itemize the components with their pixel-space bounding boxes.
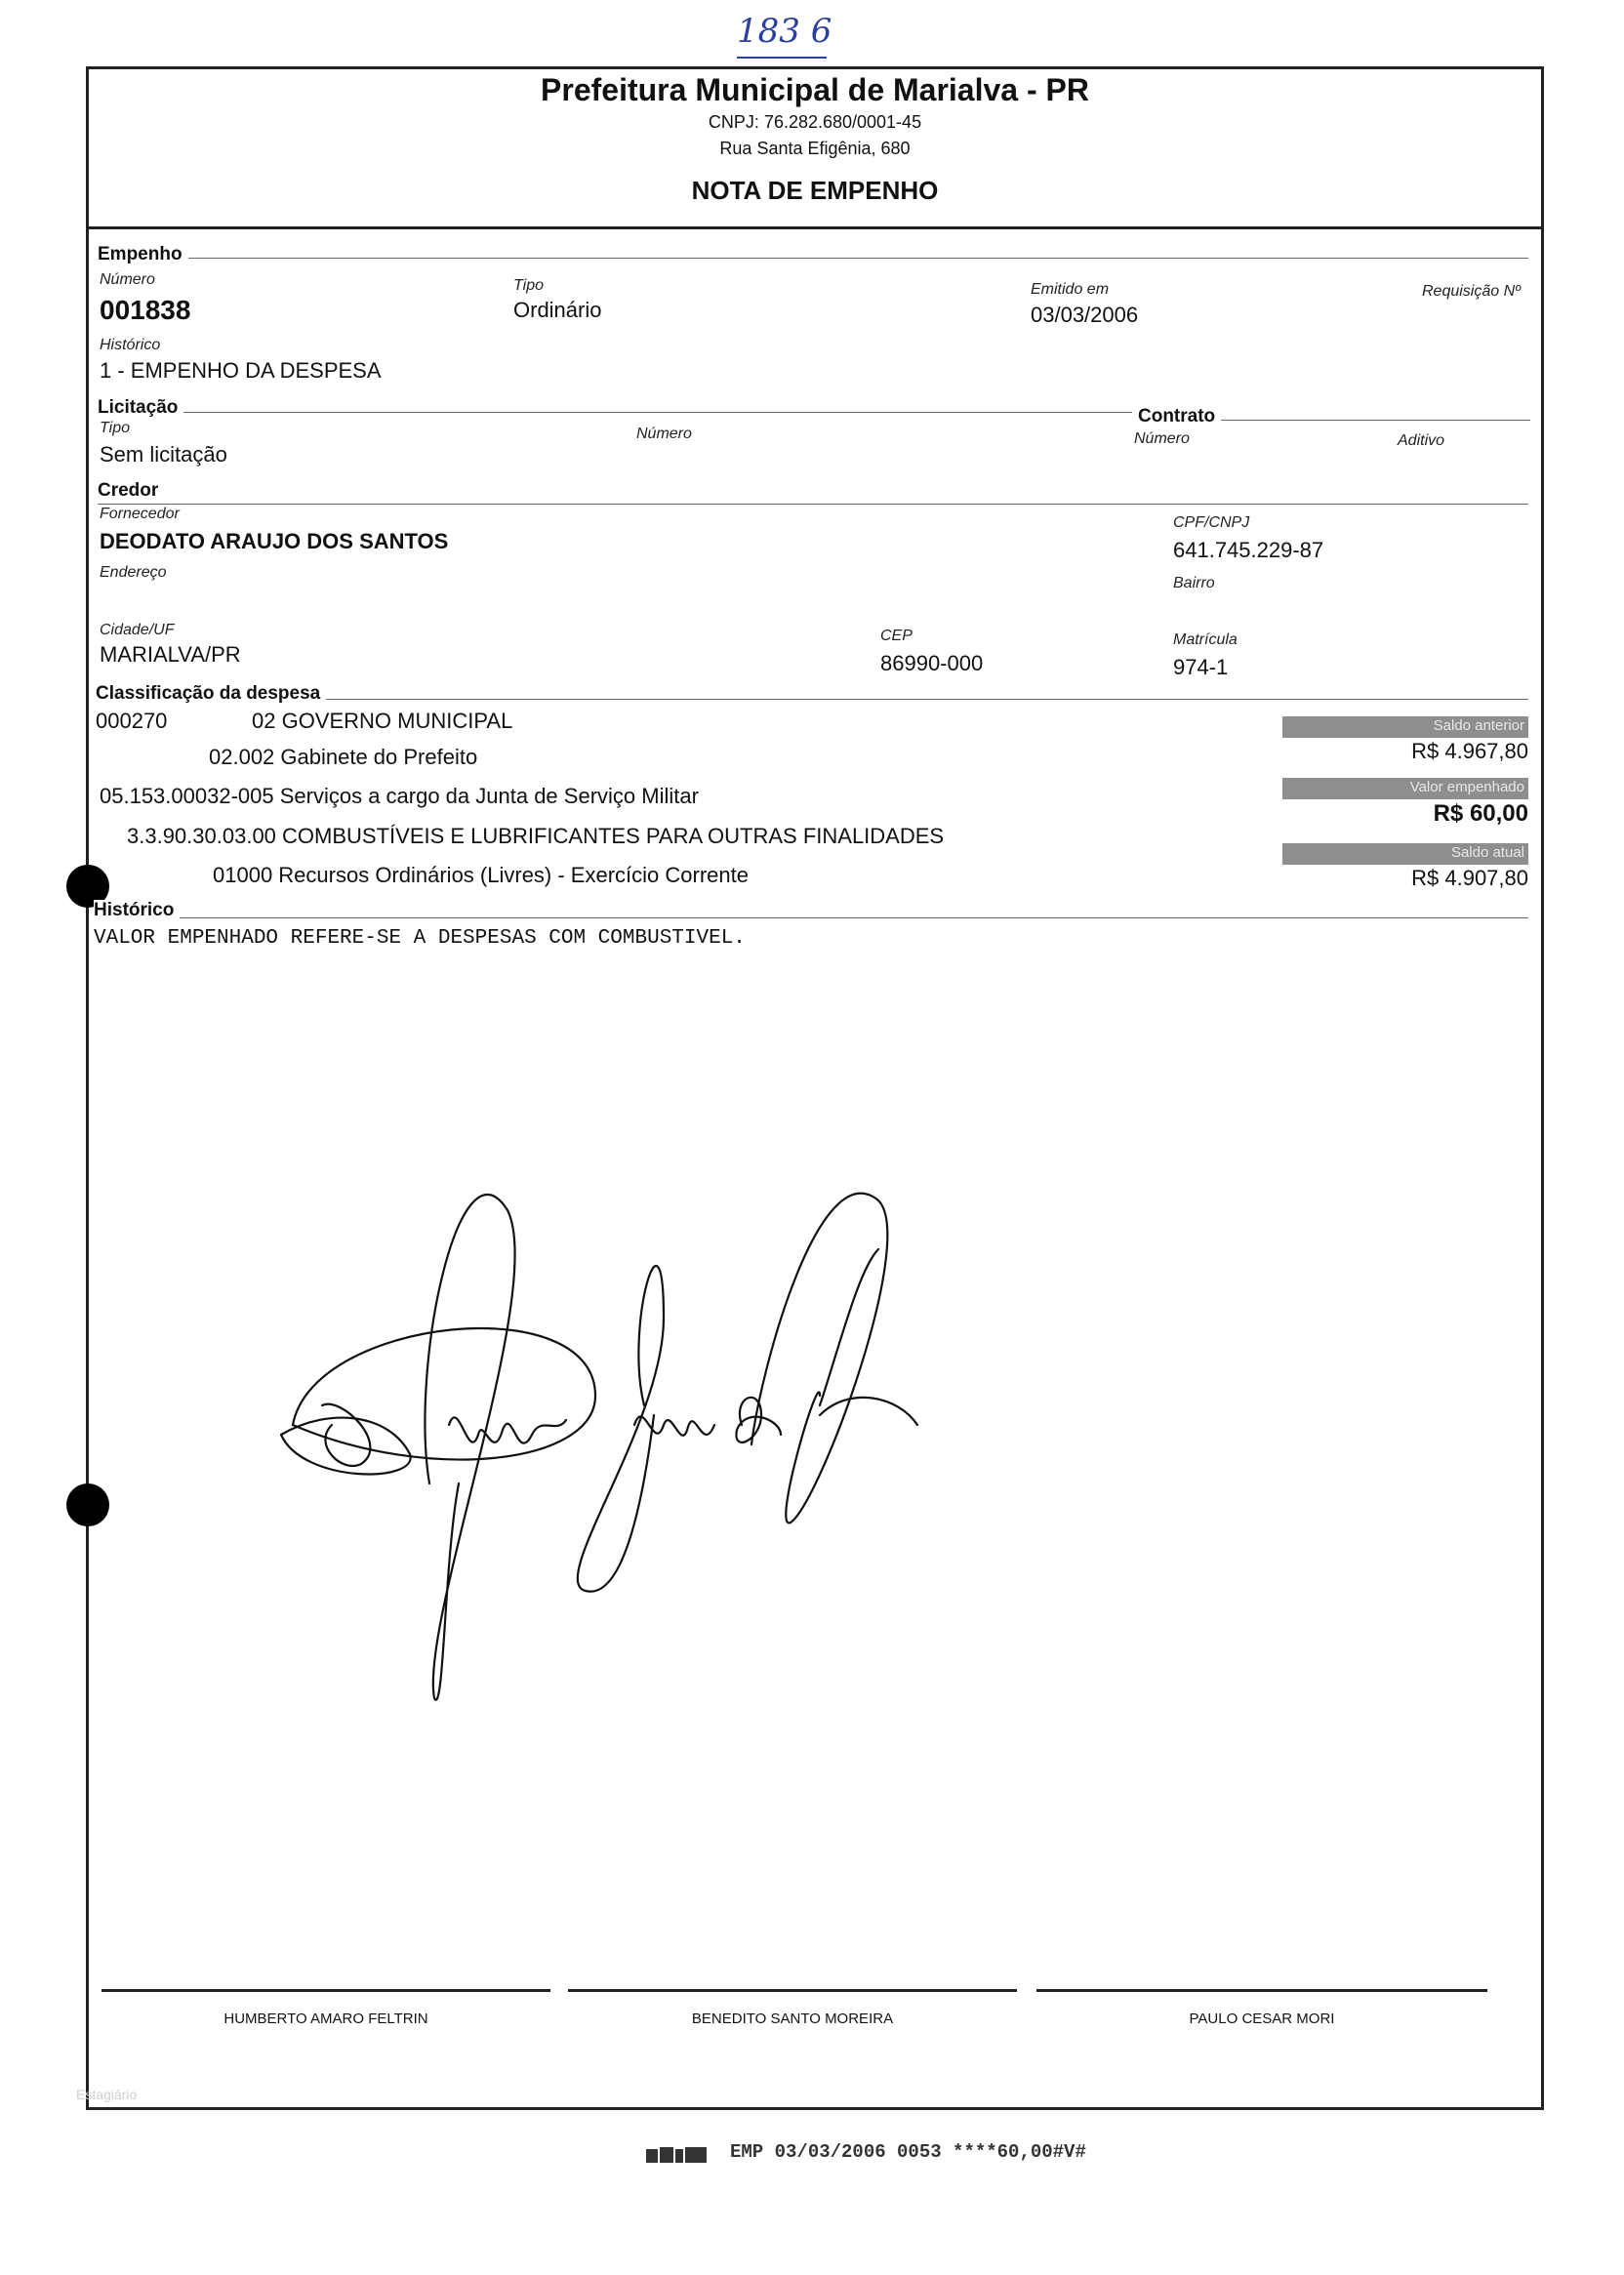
emitido-label: Emitido em <box>1031 281 1110 298</box>
handwritten-signature <box>273 1171 956 1718</box>
empenho-historico: 1 - EMPENHO DA DESPESA <box>100 358 382 383</box>
class-line-code: 000270 <box>96 709 168 733</box>
signature-line-1 <box>102 1989 550 1992</box>
class-line: 01000 Recursos Ordinários (Livres) - Exercício Corrente <box>213 863 749 887</box>
saldo-anterior-value: R$ 4.967,80 <box>1411 739 1528 763</box>
classificacao-section: Classificação da despesa <box>96 683 326 705</box>
historico-rule <box>94 917 1528 918</box>
handwritten-page-number: 183 6 <box>737 12 832 51</box>
signature-line-2 <box>568 1989 1017 1992</box>
fornecedor-label: Fornecedor <box>100 506 180 522</box>
empenho-tipo: Ordinário <box>513 298 602 322</box>
empenho-numero-label: Número <box>100 271 155 288</box>
historico-section: Histórico <box>94 900 180 921</box>
cidade-label: Cidade/UF <box>100 622 175 638</box>
fornecedor-name: DEODATO ARAUJO DOS SANTOS <box>100 529 449 553</box>
doc-title: NOTA DE EMPENHO <box>691 176 939 205</box>
bairro-label: Bairro <box>1173 575 1215 591</box>
signatory-name: PAULO CESAR MORI <box>1189 2011 1335 2027</box>
page-number-underline <box>737 57 827 59</box>
signatory-name: BENEDITO SANTO MOREIRA <box>691 2011 894 2027</box>
cidade-value: MARIALVA/PR <box>100 642 241 667</box>
emitido-date: 03/03/2006 <box>1031 303 1139 327</box>
licitacao-tipo-label: Tipo <box>100 420 130 436</box>
licitacao-rule <box>98 412 1152 413</box>
contrato-numero-label: Número <box>1134 430 1190 447</box>
class-line: 05.153.00032-005 Serviços a cargo da Junta de Serviço Militar <box>100 784 699 808</box>
signatory-name: HUMBERTO AMARO FELTRIN <box>223 2011 428 2027</box>
signature-line-3 <box>1036 1989 1487 1992</box>
machine-stamp: EMP 03/03/2006 0053 ****60,00#V# <box>730 2141 1086 2163</box>
municipality-title: Prefeitura Municipal de Marialva - PR <box>541 72 1089 107</box>
punch-hole-bottom <box>66 1483 109 1526</box>
licitacao-tipo: Sem licitação <box>100 442 227 467</box>
historico-text: VALOR EMPENHADO REFERE-SE A DESPESAS COM COMBUSTIVEL. <box>94 927 746 950</box>
contrato-section: Contrato <box>1132 406 1221 427</box>
contrato-aditivo-label: Aditivo <box>1398 432 1445 449</box>
header-divider <box>86 226 1544 229</box>
licitacao-numero-label: Número <box>636 426 692 442</box>
class-line: 02 GOVERNO MUNICIPAL <box>252 709 513 733</box>
credor-rule <box>98 504 1528 505</box>
empenho-section: Empenho <box>98 244 188 265</box>
matricula-label: Matrícula <box>1173 631 1238 648</box>
cpf-value: 641.745.229-87 <box>1173 538 1324 562</box>
cep-value: 86990-000 <box>880 651 984 675</box>
credor-section: Credor <box>98 480 164 502</box>
address-line: Rua Santa Efigênia, 680 <box>719 139 911 158</box>
empenho-rule <box>98 258 1528 259</box>
stamp-logo <box>646 2143 709 2167</box>
valor-empenhado-label: Valor empenhado <box>1282 778 1528 799</box>
class-line: 02.002 Gabinete do Prefeito <box>209 745 478 769</box>
licitacao-section: Licitação <box>98 397 183 419</box>
requisicao-label: Requisição Nº <box>1422 283 1521 300</box>
saldo-atual-label: Saldo atual <box>1282 843 1528 865</box>
endereco-label: Endereço <box>100 564 167 581</box>
empenho-numero: 001838 <box>100 295 191 325</box>
valor-empenhado-value: R$ 60,00 <box>1433 800 1528 827</box>
class-line: 3.3.90.30.03.00 COMBUSTÍVEIS E LUBRIFICANTES PARA OUTRAS FINALIDADES <box>127 824 945 848</box>
matricula-value: 974-1 <box>1173 655 1229 679</box>
saldo-anterior-label: Saldo anterior <box>1282 716 1528 738</box>
faint-footer-text: Estagiário <box>76 2087 138 2102</box>
cep-label: CEP <box>880 628 913 644</box>
saldo-atual-value: R$ 4.907,80 <box>1411 866 1528 890</box>
empenho-historico-label: Histórico <box>100 337 161 353</box>
cpf-label: CPF/CNPJ <box>1173 514 1250 531</box>
cnpj-line: CNPJ: 76.282.680/0001-45 <box>708 112 922 132</box>
empenho-tipo-label: Tipo <box>513 277 544 294</box>
